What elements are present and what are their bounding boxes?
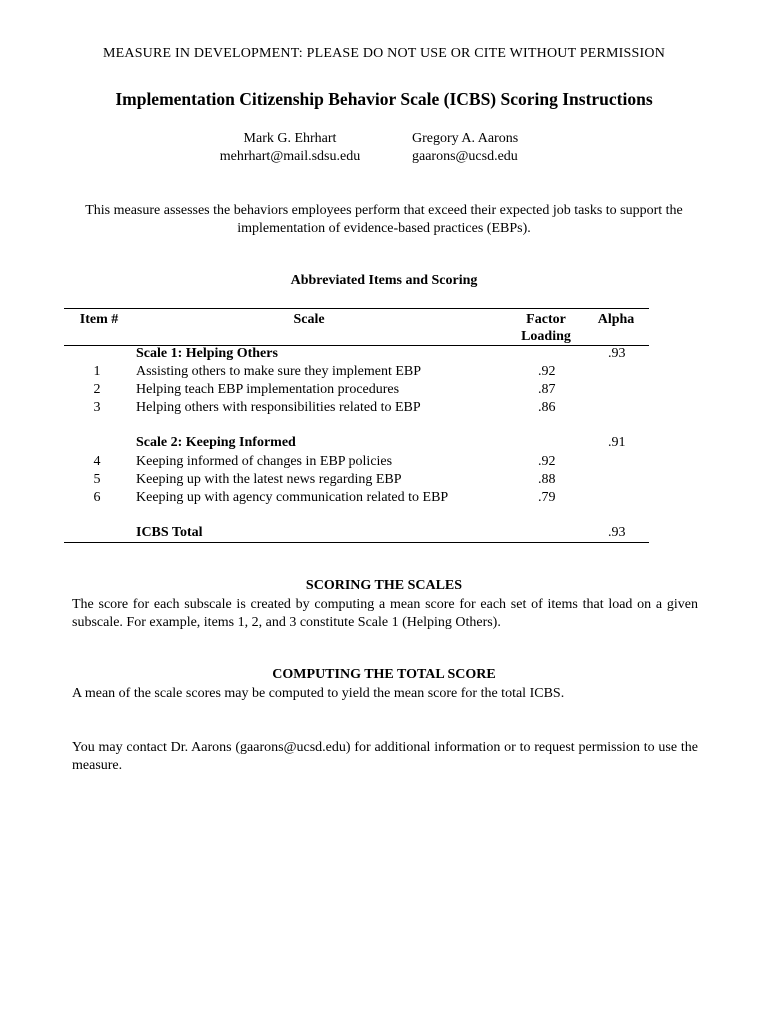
header-alpha: Alpha <box>597 312 635 327</box>
scale-alpha: .91 <box>608 435 626 450</box>
item-text: Helping others with responsibilities related to EBP <box>136 400 421 415</box>
item-number: 6 <box>93 490 101 505</box>
scale-row <box>64 345 649 363</box>
item-number: 1 <box>93 364 101 379</box>
author-name: Mark G. Ehrhart <box>243 131 337 146</box>
item-loading: .88 <box>538 472 556 487</box>
item-loading: .92 <box>538 364 556 379</box>
item-text: Helping teach EBP implementation procedures <box>136 382 400 397</box>
contact-paragraph: You may contact Dr. Aarons (gaarons@ucsd.edu) for additional information or to request permission to use the measure. <box>72 740 698 773</box>
total-score-paragraph: A mean of the scale scores may be computed to yield the mean score for the total ICBS. <box>72 686 565 701</box>
scale-alpha: .93 <box>608 346 626 361</box>
scoring-heading: SCORING THE SCALES <box>305 578 463 593</box>
table-bottom-rule <box>64 542 649 543</box>
header-item-number: Item # <box>79 312 119 327</box>
header-factor-line2: Loading <box>521 329 571 344</box>
item-number: 4 <box>93 454 101 469</box>
total-alpha: .93 <box>608 525 626 540</box>
total-row <box>64 524 649 542</box>
item-loading: .92 <box>538 454 556 469</box>
item-text: Keeping up with agency communication related to EBP <box>136 490 449 505</box>
item-number: 5 <box>93 472 101 487</box>
author-1 <box>210 130 370 166</box>
item-text: Keeping informed of changes in EBP policies <box>136 454 393 469</box>
scale-name: Scale 2: Keeping Informed <box>136 435 296 450</box>
header-factor-loading <box>504 311 588 345</box>
total-label: ICBS Total <box>136 525 203 540</box>
author-name: Gregory A. Aarons <box>412 131 519 146</box>
author-email: gaarons@ucsd.edu <box>412 149 518 164</box>
item-text: Keeping up with the latest news regarding EBP <box>136 472 402 487</box>
scoring-table <box>64 308 649 542</box>
table-row <box>64 471 649 489</box>
header-factor-line1: Factor <box>526 312 566 327</box>
item-number: 3 <box>93 400 101 415</box>
table-top-rule <box>64 308 649 309</box>
scale-name: Scale 1: Helping Others <box>136 346 278 361</box>
author-email: mehrhart@mail.sdsu.edu <box>219 149 361 164</box>
item-loading: .79 <box>538 490 556 505</box>
item-loading: .86 <box>538 400 556 415</box>
header-scale: Scale <box>293 312 325 327</box>
permission-notice: MEASURE IN DEVELOPMENT: PLEASE DO NOT USE OR CITE WITHOUT PERMISSION <box>102 46 666 61</box>
item-loading: .87 <box>538 382 556 397</box>
item-number: 2 <box>93 382 101 397</box>
table-row <box>64 363 649 381</box>
total-score-heading: COMPUTING THE TOTAL SCORE <box>272 667 496 682</box>
table-title: Abbreviated Items and Scoring <box>290 273 478 288</box>
table-row <box>64 399 649 417</box>
intro-paragraph: This measure assesses the behaviors employees perform that exceed their expected job tasks to support the implementation of evidence-based practices (EBPs). <box>85 203 683 236</box>
table-row <box>64 381 649 399</box>
scoring-paragraph: The score for each subscale is created by computing a mean score for each set of items that load on a given subscale. For example, items 1, 2, and 3 constitute Scale 1 (Helping Others). <box>72 597 698 630</box>
table-row <box>64 453 649 471</box>
table-row <box>64 489 649 507</box>
item-text: Assisting others to make sure they implement EBP <box>136 364 422 379</box>
document-title: Implementation Citizenship Behavior Scale (ICBS) Scoring Instructions <box>115 89 653 109</box>
scale-row <box>64 434 649 452</box>
author-2 <box>412 130 532 166</box>
